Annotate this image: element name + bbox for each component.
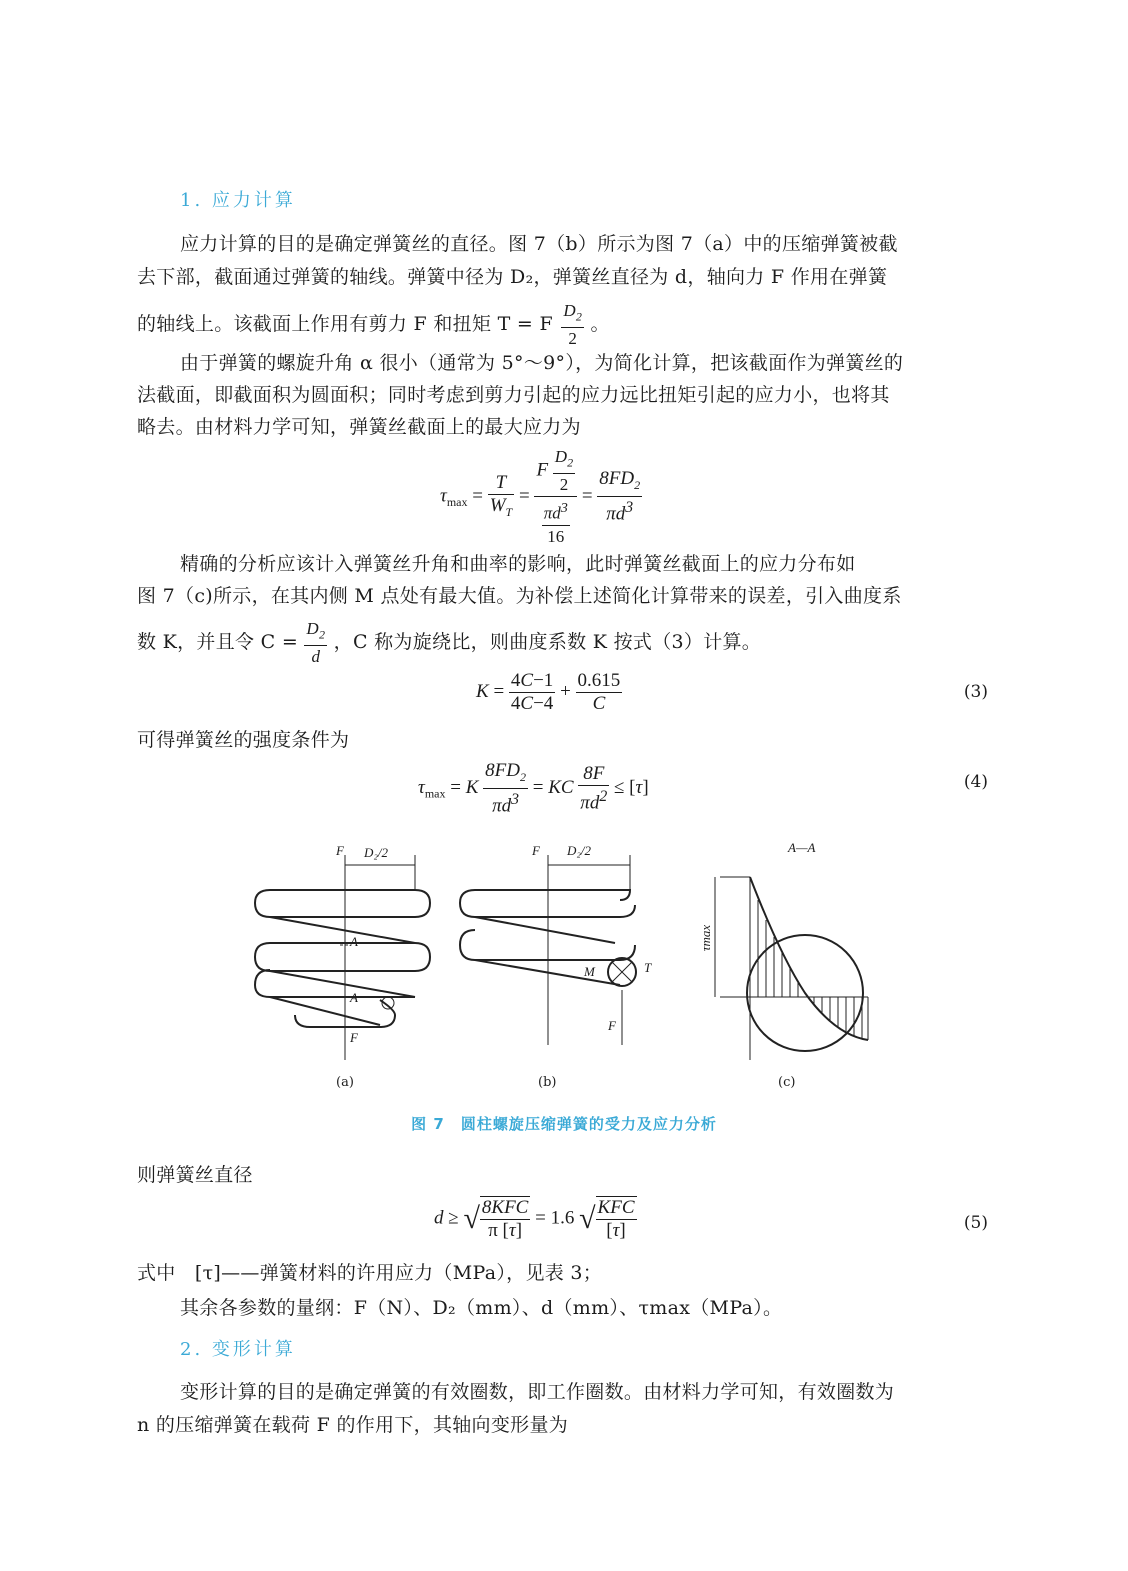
paragraph-line xyxy=(137,618,761,668)
paragraph-line xyxy=(137,300,610,350)
tau-max-label: τmax xyxy=(698,924,714,952)
section-mark-label: A xyxy=(350,934,358,949)
torque-label: T xyxy=(644,960,652,975)
paragraph-line: 精确的分析应该计入弹簧丝升角和曲率的影响，此时弹簧丝截面上的应力分布如 xyxy=(180,553,856,575)
section-title: A—A xyxy=(788,840,816,855)
text-run: ，C 称为旋绕比，则曲度系数 K 按式（3）计算。 xyxy=(333,631,762,654)
spring-a-drawing xyxy=(255,855,430,1060)
equation-number-4: (4) xyxy=(963,772,988,792)
section-heading-deformation: 2. 变形计算 xyxy=(180,1339,296,1360)
figure-7-diagram xyxy=(250,835,890,1075)
paragraph-line: 去下部，截面通过弹簧的轴线。弹簧中径为 D₂，弹簧丝直径为 d，轴向力 F 作用在弹簧 xyxy=(137,266,888,288)
equation-5: d ≥ √ $\frac{\text{8KFC}}{\pi [\tau]}$ = 1.6 √ $\frac{\text{KFC}}{[\tau]}$ xyxy=(434,1197,635,1241)
equation-4: $\tau_{max} = K$ $\frac{8FD_2}{\pi d^3}$ = KC $\frac{8F}{\pi d^2}$ ≤ [τ] xyxy=(418,760,649,817)
paragraph-line: 略去。由材料力学可知，弹簧丝截面上的最大应力为 xyxy=(137,416,581,438)
paragraph-line: 变形计算的目的是确定弹簧的有效圈数，即工作圈数。由材料力学可知，有效圈数为 xyxy=(180,1381,895,1403)
fraction-d2-over-2: $\frac{D_2}{2}$ xyxy=(563,301,583,349)
text-run: 数 K，并且令 C = xyxy=(137,631,299,654)
paragraph-line: 由于弹簧的螺旋升角 α 很小（通常为 5°～9°），为简化计算，把该截面作为弹簧丝的 xyxy=(180,352,904,374)
spring-b-drawing xyxy=(460,855,636,1045)
force-label: F xyxy=(336,843,344,858)
paragraph-line: 图 7（c)所示，在其内侧 M 点处有最大值。为补偿上述简化计算带来的误差，引入曲度系 xyxy=(137,585,902,607)
subfigure-label-c: (c) xyxy=(778,1075,796,1090)
point-m-label: M xyxy=(584,964,595,979)
paragraph-line: 式中 [τ]——弹簧材料的许用应力（MPa），见表 3； xyxy=(137,1262,603,1284)
figure-caption: 图 7 圆柱螺旋压缩弹簧的受力及应力分析 xyxy=(411,1115,717,1133)
dimension-label: D₂/2 xyxy=(567,843,592,858)
text-run: 。 xyxy=(590,313,610,336)
equation-number-5: (5) xyxy=(963,1213,988,1233)
section-mark-label: A xyxy=(350,990,358,1005)
paragraph-line: n 的压缩弹簧在载荷 F 的作用下，其轴向变形量为 xyxy=(137,1414,569,1436)
fraction-d2-over-d: $\frac{D_2}{d}$ xyxy=(306,619,326,667)
force-label: F xyxy=(350,1030,358,1045)
equation-tau-max: $\tau_{max}$ = $\frac{T}{W_T}$ = F $\frac{D_2}{2}$ $\frac{\pi d^3}{16}$ = $\frac{8FD_2}{\pi d^3}$ xyxy=(440,447,641,547)
equation-3: K = $\frac{4C-1}{4C-4}$ + $\frac{0.615}{C}$ xyxy=(476,670,621,714)
paragraph-line: 可得弹簧丝的强度条件为 xyxy=(137,729,350,751)
subfigure-label-a: (a) xyxy=(336,1075,354,1090)
paragraph-line: 其余各参数的量纲：F（N）、D₂（mm）、d（mm）、τmax（MPa）。 xyxy=(180,1297,783,1319)
subfigure-label-b: (b) xyxy=(538,1075,557,1090)
dimension-label: D₂/2 xyxy=(364,845,389,860)
force-label: F xyxy=(532,843,540,858)
stress-distribution-drawing xyxy=(715,877,868,1060)
equation-number-3: (3) xyxy=(963,682,988,702)
section-heading-stress: 1. 应力计算 xyxy=(180,190,296,211)
paragraph-line: 应力计算的目的是确定弹簧丝的直径。图 7（b）所示为图 7（a）中的压缩弹簧被截 xyxy=(180,233,898,255)
paragraph-line: 则弹簧丝直径 xyxy=(137,1164,253,1186)
text-run: 的轴线上。该截面上作用有剪力 F 和扭矩 T = F xyxy=(137,313,553,336)
paragraph-line: 法截面，即截面积为圆面积；同时考虑到剪力引起的应力远比扭矩引起的应力小，也将其 xyxy=(137,384,890,406)
force-label: F xyxy=(608,1018,616,1033)
